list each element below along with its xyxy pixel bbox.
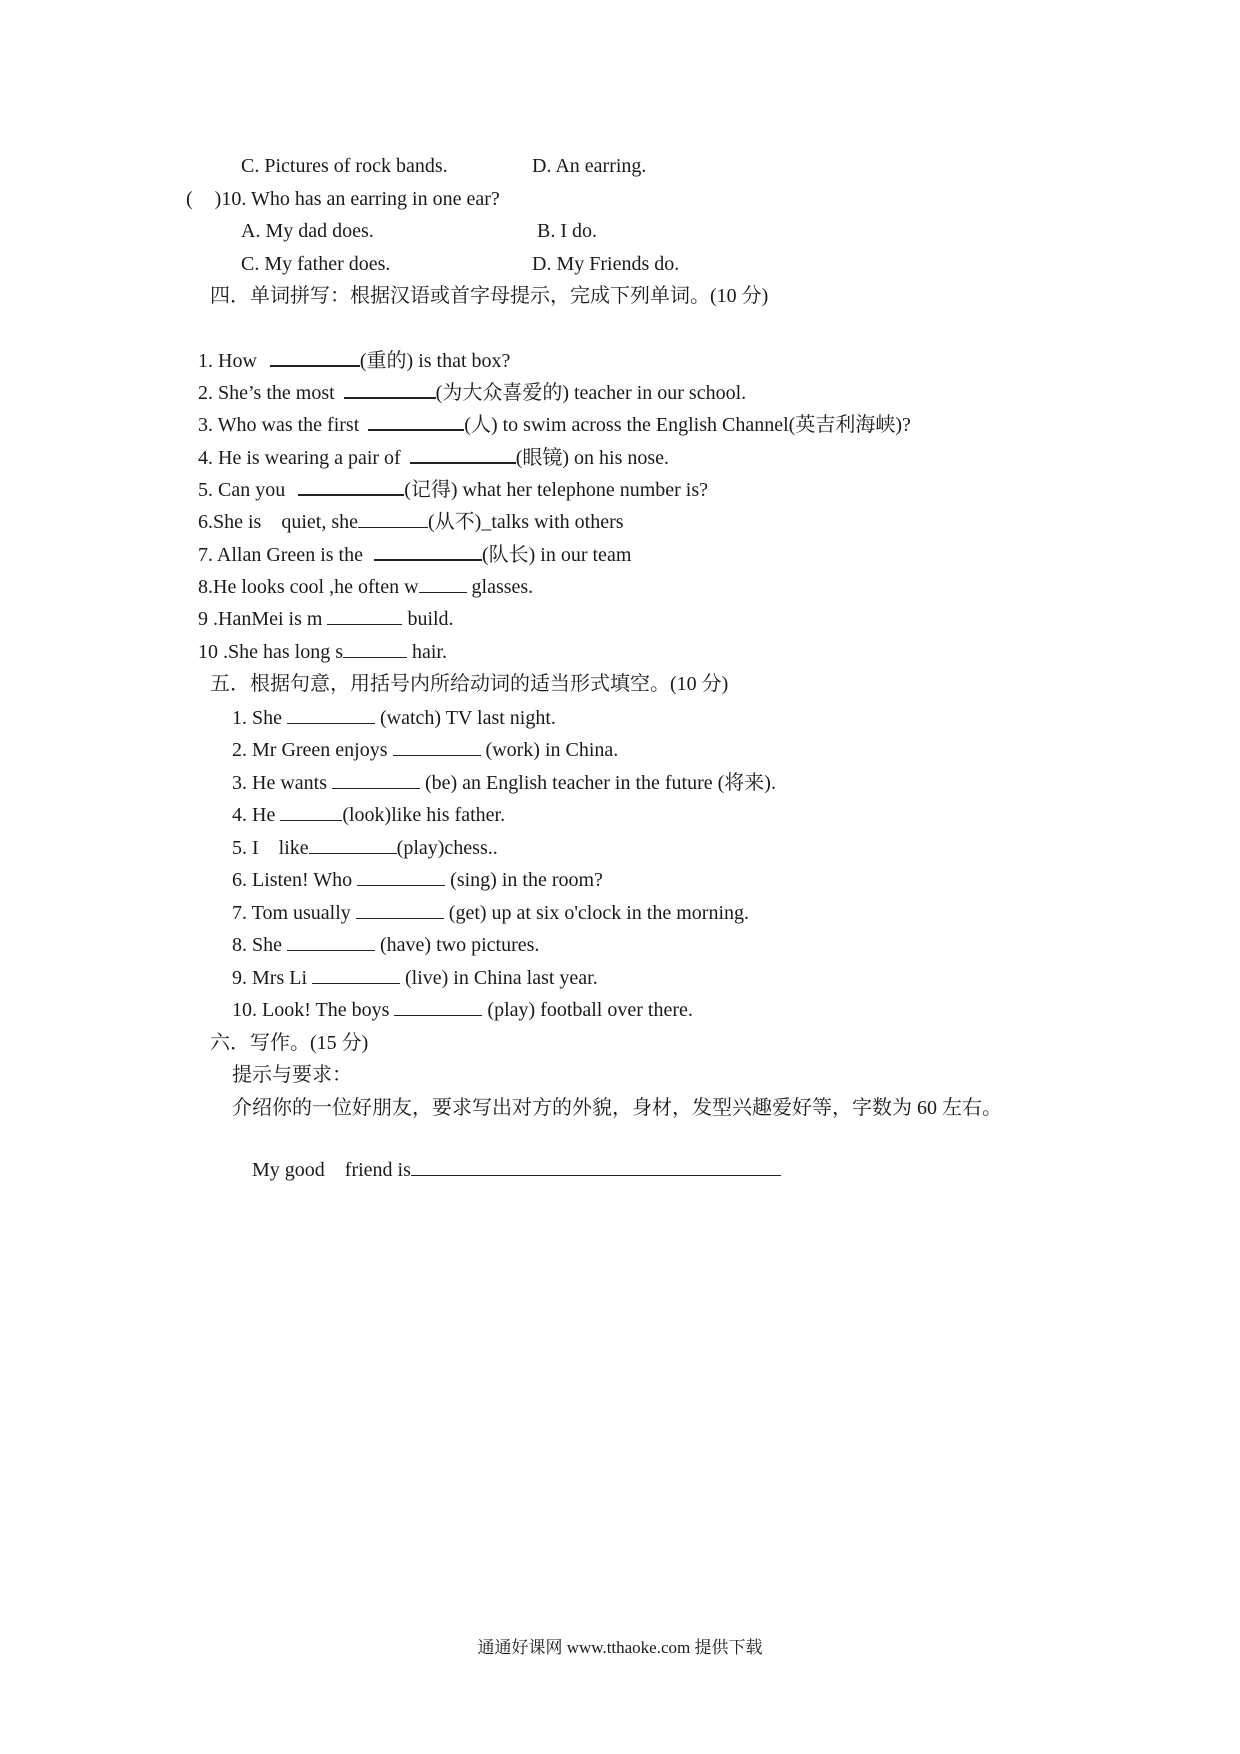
s4-item-8-pre: 8.He looks cool ,he often w <box>198 576 419 598</box>
answer-paren-open: ( <box>186 188 193 210</box>
s4-item-6-pre: 6.She is quiet, she <box>198 511 358 533</box>
s5-item-5 <box>232 835 498 861</box>
s5-item-9-post: (live) in China last year. <box>400 967 598 989</box>
s5-item-4-post: (look)like his father. <box>342 804 506 826</box>
s4-item-4 <box>198 444 669 471</box>
s5-item-4 <box>232 802 505 828</box>
q10-option-c: C. My father does. <box>241 253 391 275</box>
s5-item-10-blank[interactable] <box>394 997 482 1016</box>
s5-item-7-blank[interactable] <box>356 900 444 919</box>
s4-item-4-blank[interactable] <box>410 444 516 464</box>
s5-item-3-pre: 3. He wants <box>232 772 332 794</box>
s5-item-1 <box>232 705 556 731</box>
s4-item-2-post: (为大众喜爱的) teacher in our school. <box>435 382 747 404</box>
s5-item-3 <box>232 770 776 796</box>
s5-item-2-post: (work) in China. <box>480 739 619 761</box>
s4-item-7-blank[interactable] <box>374 541 482 561</box>
q9-option-c: C. Pictures of rock bands. <box>241 155 448 177</box>
s4-item-3 <box>198 411 911 438</box>
s5-item-1-post: (watch) TV last night. <box>375 707 556 729</box>
s5-item-9-blank[interactable] <box>312 965 400 984</box>
s4-item-8-blank[interactable] <box>419 574 467 593</box>
s4-item-5-pre: 5. Can you <box>198 479 291 501</box>
section6-hint-text: 介绍你的一位好朋友，要求写出对方的外貌，身材，发型兴趣爱好等，字数为 60 左右。 <box>232 1097 1002 1119</box>
s4-item-10-blank[interactable] <box>343 639 407 658</box>
s4-item-8-post: glasses. <box>466 576 534 598</box>
s5-item-10-post: (play) football over there. <box>482 999 693 1021</box>
s5-item-1-blank[interactable] <box>287 705 375 724</box>
s5-item-2-pre: 2. Mr Green enjoys <box>232 739 393 761</box>
s5-item-8-pre: 8. She <box>232 934 287 956</box>
s5-item-10 <box>232 997 693 1023</box>
s4-item-2 <box>198 379 746 406</box>
section4-heading: 四．单词拼写：根据汉语或首字母提示，完成下列单词。(10 分) <box>210 285 769 307</box>
s4-item-1-pre: 1. How <box>198 350 262 372</box>
s4-item-7-post: (队长) in our team <box>481 544 632 566</box>
s5-item-6-post: (sing) in the room? <box>445 869 603 891</box>
s5-item-4-pre: 4. He <box>232 804 281 826</box>
q10-option-b: B. I do. <box>537 220 597 242</box>
s5-item-2-blank[interactable] <box>393 737 481 756</box>
q9-option-d: D. An earring. <box>532 155 647 177</box>
s4-item-9-blank[interactable] <box>327 606 402 625</box>
s4-item-1-post: (重的) is that box? <box>359 350 511 372</box>
footer-credit: 通通好课网 www.tthaoke.com 提供下载 <box>477 1638 763 1657</box>
s5-item-5-blank[interactable] <box>309 835 397 854</box>
s5-item-8-blank[interactable] <box>287 932 375 951</box>
s4-item-1 <box>198 347 510 374</box>
s5-item-6-blank[interactable] <box>357 867 445 886</box>
s4-item-7-pre: 7. Allan Green is the <box>198 544 368 566</box>
s5-item-8 <box>232 932 539 958</box>
s4-item-3-post: (人) to swim across the English Channel(英吉利海峡)? <box>464 414 911 436</box>
s5-item-9-pre: 9. Mrs Li <box>232 967 312 989</box>
s5-item-1-pre: 1. She <box>232 707 287 729</box>
s5-item-2 <box>232 737 618 763</box>
s4-item-5 <box>198 476 708 503</box>
s4-item-5-blank[interactable] <box>298 476 404 496</box>
section6-heading: 六．写作。(15 分) <box>210 1032 369 1054</box>
s4-item-7 <box>198 541 631 568</box>
s5-item-7-post: (get) up at six o'clock in the morning. <box>443 902 750 924</box>
s4-item-2-blank[interactable] <box>344 379 436 399</box>
s4-item-9-post: build. <box>402 608 454 630</box>
s4-item-8 <box>198 574 533 600</box>
s4-item-5-post: (记得) what her telephone number is? <box>404 479 709 501</box>
s4-item-9 <box>198 606 454 632</box>
s5-item-4-blank[interactable] <box>280 802 342 821</box>
writing-prompt-text: My good friend is <box>252 1159 411 1181</box>
q10-option-a: A. My dad does. <box>241 220 374 242</box>
q10-question: 10. Who has an earring in one ear? <box>221 188 500 210</box>
writing-prompt <box>252 1157 781 1183</box>
s4-item-10 <box>198 639 447 665</box>
answer-paren-close: ) <box>214 188 222 210</box>
s5-item-5-pre: 5. I like <box>232 837 309 859</box>
s5-item-9 <box>232 965 598 991</box>
s4-item-10-pre: 10 .She has long s <box>198 641 343 663</box>
s5-item-5-post: (play)chess.. <box>396 837 498 859</box>
s5-item-3-post: (be) an English teacher in the future (将来). <box>419 772 776 794</box>
q10-option-d: D. My Friends do. <box>532 253 680 275</box>
s5-item-6 <box>232 867 603 893</box>
s5-item-7 <box>232 900 749 926</box>
s4-item-6 <box>198 509 624 535</box>
s4-item-4-post: (眼镜) on his nose. <box>515 447 670 469</box>
section6-hint-label: 提示与要求： <box>232 1064 352 1086</box>
s4-item-6-blank[interactable] <box>358 509 428 528</box>
section5-heading: 五．根据句意，用括号内所给动词的适当形式填空。(10 分) <box>210 673 729 695</box>
s4-item-3-blank[interactable] <box>368 411 464 431</box>
s5-item-6-pre: 6. Listen! Who <box>232 869 358 891</box>
s4-item-9-pre: 9 .HanMei is m <box>198 608 328 630</box>
s5-item-8-post: (have) two pictures. <box>375 934 540 956</box>
writing-blank[interactable] <box>411 1157 781 1176</box>
s4-item-3-pre: 3. Who was the first <box>198 414 365 436</box>
s4-item-2-pre: 2. She’s the most <box>198 382 340 404</box>
s4-item-6-post: (从不)_talks with others <box>428 511 624 533</box>
s4-item-10-post: hair. <box>407 641 447 663</box>
s5-item-3-blank[interactable] <box>332 770 420 789</box>
s5-item-10-pre: 10. Look! The boys <box>232 999 395 1021</box>
s4-item-1-blank[interactable] <box>270 347 360 367</box>
q10-stem <box>186 186 500 212</box>
s5-item-7-pre: 7. Tom usually <box>232 902 356 924</box>
s4-item-4-pre: 4. He is wearing a pair of <box>198 447 406 469</box>
